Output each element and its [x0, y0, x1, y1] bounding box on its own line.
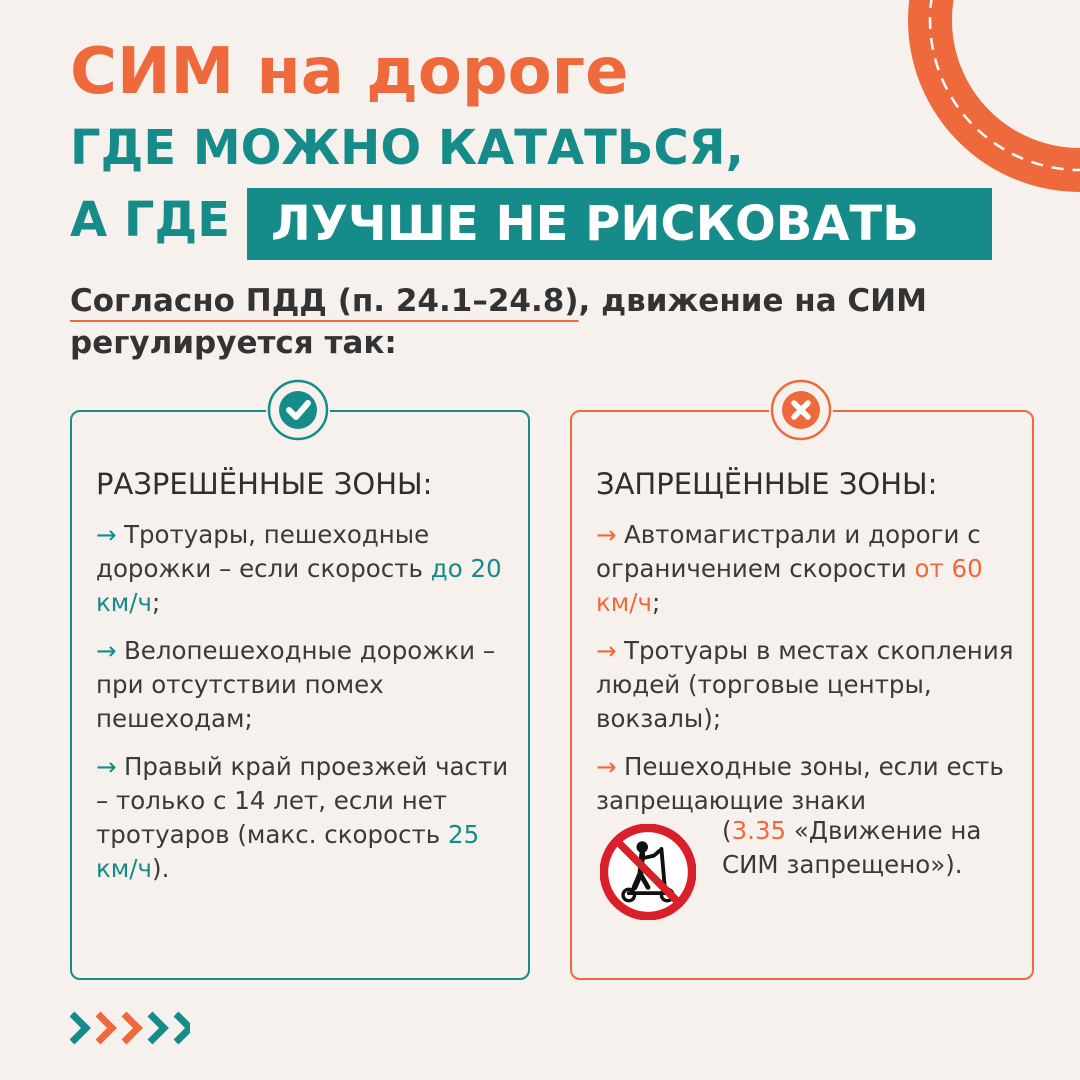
sign-code: 3.35	[731, 816, 787, 845]
sign-name: «Движение на СИМ запрещено»).	[722, 816, 982, 879]
list-item	[596, 634, 1018, 736]
item-text: Пешеходные зоны, если есть запрещающие знаки	[596, 752, 1004, 815]
sign-paren: (	[722, 816, 732, 845]
subtitle-highlight: ЛУЧШЕ НЕ РИСКОВАТЬ	[247, 188, 992, 260]
list-item	[96, 518, 514, 620]
sign-caption	[722, 814, 1022, 882]
item-text: Тротуары, пешеходные дорожки – если скорость	[96, 520, 431, 583]
check-icon	[266, 378, 330, 442]
arrow-icon: →	[596, 752, 617, 781]
chevrons-icon	[70, 1010, 190, 1046]
sign-row	[596, 814, 1018, 920]
item-tail: ;	[652, 588, 661, 617]
banned-heading: ЗАПРЕЩЁННЫЕ ЗОНЫ:	[596, 467, 938, 501]
arrow-icon: →	[596, 636, 617, 665]
list-item	[596, 750, 1018, 818]
page-title: СИМ на дороге	[70, 35, 629, 109]
list-item	[596, 518, 1018, 620]
subtitle-line-2-lead: А ГДЕ	[70, 192, 230, 248]
no-scooter-sign-icon	[600, 824, 696, 920]
intro-text	[70, 280, 1050, 364]
allowed-list	[96, 518, 514, 900]
speed-limit: от 60 км/ч	[596, 554, 983, 617]
allowed-heading: РАЗРЕШЁННЫЕ ЗОНЫ:	[96, 467, 433, 501]
speed-limit: до 20 км/ч	[96, 554, 502, 617]
banned-list	[596, 518, 1018, 920]
item-tail: ).	[152, 854, 170, 883]
allowed-zones-card	[70, 410, 530, 980]
banned-zones-card	[570, 410, 1034, 980]
arrow-icon: →	[96, 752, 117, 781]
list-item	[96, 634, 514, 736]
item-text: Велопешеходные дорожки – при отсутствии помех пешеходам;	[96, 636, 496, 733]
arrow-icon: →	[596, 520, 617, 549]
cross-icon	[769, 378, 833, 442]
intro-rest: , движение на СИМ регулируется так:	[70, 283, 927, 361]
item-text: Автомагистрали и дороги с ограничением скорости	[596, 520, 981, 583]
speed-limit: 25 км/ч	[96, 820, 480, 883]
rules-reference: Согласно ПДД (п. 24.1–24.8)	[70, 283, 579, 319]
cross-badge	[769, 378, 833, 442]
arrow-icon: →	[96, 520, 117, 549]
item-text: Тротуары в местах скопления людей (торговые центры, вокзалы);	[596, 636, 1014, 733]
arrow-icon: →	[96, 636, 117, 665]
item-text: Правый край проезжей части – только с 14 лет, если нет тротуаров (макс. скорость	[96, 752, 509, 849]
item-tail: ;	[152, 588, 161, 617]
subtitle-line-1: ГДЕ МОЖНО КАТАТЬСЯ,	[70, 120, 744, 176]
check-badge	[266, 378, 330, 442]
list-item	[96, 750, 514, 886]
